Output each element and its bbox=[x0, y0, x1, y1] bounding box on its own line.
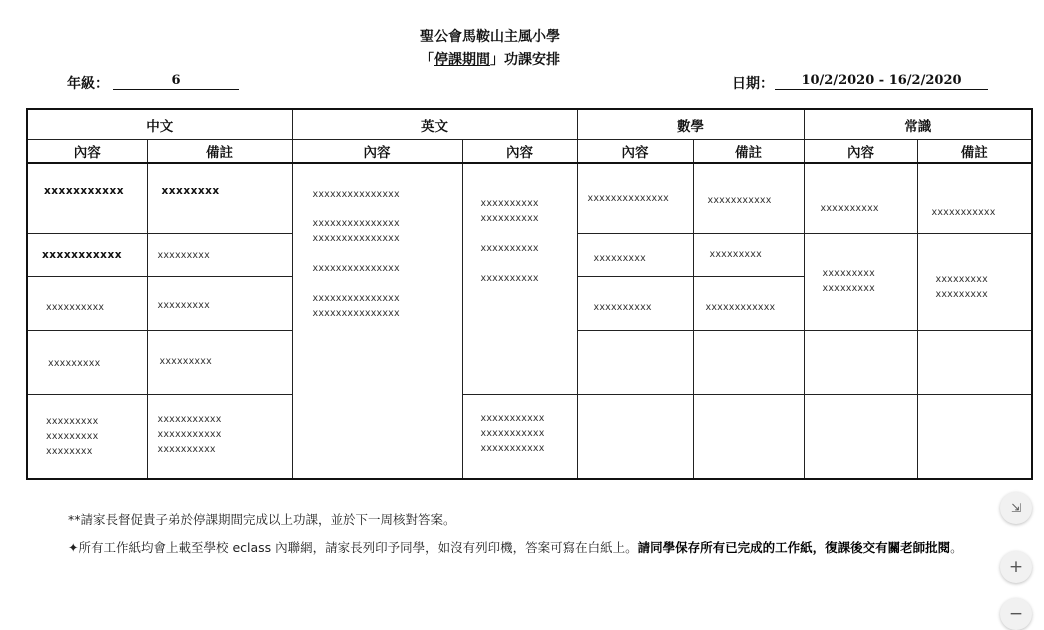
chinese-content-cell bbox=[27, 163, 147, 233]
gs-content-cell bbox=[804, 163, 917, 233]
gs-remarks-header: 備註 bbox=[917, 140, 1032, 164]
math-content-cell bbox=[577, 163, 693, 233]
note-bold-text: 請同學保存所有已完成的工作紙，復課後交有關老師批閱 bbox=[637, 540, 951, 555]
cell-text: xxxxxxxx bbox=[161, 185, 220, 197]
grade-value: 6 bbox=[113, 73, 239, 90]
math-remarks-cell bbox=[693, 163, 804, 233]
cell-text: xxxxxxxxx bbox=[709, 248, 762, 260]
english-content-header-1: 內容 bbox=[292, 140, 462, 164]
note-line-1: **請家長督促貴子弟於停課期間完成以上功課，並於下一周核對答案。 bbox=[68, 512, 456, 527]
cell-text: xxxxxxxxxxx bbox=[931, 207, 996, 218]
cell-text: xxxxxxxxxxx xxxxxxxxxxx xxxxxxxxxxx bbox=[480, 412, 545, 454]
cell-text: xxxxxxxxxx bbox=[480, 273, 539, 284]
subject-chinese-header: 中文 bbox=[27, 109, 292, 140]
english-col2-bottom-cell bbox=[462, 394, 577, 479]
chinese-content-cell bbox=[27, 233, 147, 276]
fit-page-icon: ⇲ bbox=[1010, 501, 1022, 515]
cell-text: xxxxxxxxxxxx bbox=[705, 301, 776, 313]
cell-text: xxxxxxxxxxxxxxx bbox=[312, 189, 400, 200]
gs-content-cell bbox=[804, 233, 917, 330]
math-empty-cell bbox=[577, 394, 693, 479]
gs-empty-cell bbox=[917, 330, 1032, 394]
cell-text: xxxxxxxxxx xxxxxxxxxx bbox=[480, 198, 539, 224]
english-col1-cell bbox=[292, 163, 462, 479]
gs-remarks-cell bbox=[917, 163, 1032, 233]
math-remarks-cell bbox=[693, 233, 804, 276]
cell-text: xxxxxxxxx bbox=[48, 357, 101, 369]
chinese-remarks-cell bbox=[147, 233, 292, 276]
cell-text: xxxxxxxxxxx bbox=[44, 185, 124, 197]
grade-label: 年級： bbox=[67, 76, 109, 92]
note-normal-text: ✦所有工作紙均會上載至學校 eclass 內聯網，請家長列印予同學，如沒有列印機，答案可寫在白紙上。 bbox=[68, 540, 638, 555]
cell-text: xxxxxxxxxxx xxxxxxxxxxx xxxxxxxxxx bbox=[157, 413, 222, 455]
math-content-cell bbox=[577, 276, 693, 330]
gs-empty-cell bbox=[804, 394, 917, 479]
math-empty-cell bbox=[693, 330, 804, 394]
math-empty-cell bbox=[693, 394, 804, 479]
chinese-remarks-header: 備註 bbox=[147, 140, 292, 164]
subject-gs-header: 常識 bbox=[804, 109, 1032, 140]
subject-math-header: 數學 bbox=[577, 109, 804, 140]
chinese-remarks-cell bbox=[147, 276, 292, 330]
cell-text: xxxxxxxxx bbox=[159, 355, 212, 367]
note-line-2: ✦所有工作紙均會上載至學校 eclass 內聯網，請家長列印予同學，如沒有列印機，答案可寫在白紙上。請同學保存所有已完成的工作紙，復課後交有關老師批閱。 bbox=[68, 540, 963, 555]
chinese-content-cell bbox=[27, 276, 147, 330]
cell-text: xxxxxxxxx bbox=[593, 252, 646, 264]
cell-text: xxxxxxxxx xxxxxxxxx bbox=[822, 267, 875, 294]
english-content-header-2: 內容 bbox=[462, 140, 577, 164]
cell-text: xxxxxxxxxx bbox=[46, 301, 105, 313]
gs-remarks-cell bbox=[917, 233, 1032, 330]
cell-text: xxxxxxxxx bbox=[157, 299, 210, 311]
chinese-content-cell bbox=[27, 330, 147, 394]
chinese-remarks-cell bbox=[147, 330, 292, 394]
zoom-out-button[interactable] bbox=[1000, 598, 1032, 630]
fit-page-button[interactable] bbox=[1000, 492, 1032, 524]
cell-text: xxxxxxxxx bbox=[157, 249, 210, 261]
gs-empty-cell bbox=[804, 330, 917, 394]
math-content-header: 內容 bbox=[577, 140, 693, 164]
date-value: 10/2/2020 - 16/2/2020 bbox=[775, 73, 988, 90]
cell-text: xxxxxxxxxxxxxxx xxxxxxxxxxxxxxx bbox=[312, 293, 400, 319]
math-remarks-cell bbox=[693, 276, 804, 330]
cell-text: xxxxxxxxx xxxxxxxxx bbox=[935, 273, 988, 300]
homework-table bbox=[26, 108, 1033, 480]
cell-text: xxxxxxxxx xxxxxxxxx xxxxxxxx bbox=[46, 415, 99, 457]
english-col2-cell bbox=[462, 163, 577, 394]
cell-text: xxxxxxxxxxx bbox=[707, 195, 772, 206]
cell-text: xxxxxxxxxxxxxxx bbox=[312, 263, 400, 274]
title-highlight: 停課期間 bbox=[434, 52, 490, 68]
cell-text: xxxxxxxxxxx bbox=[42, 248, 122, 261]
chinese-content-cell bbox=[27, 394, 147, 479]
date-label: 日期： bbox=[732, 76, 774, 92]
math-content-cell bbox=[577, 233, 693, 276]
document-title: 「停課期間」功課安排 bbox=[420, 52, 560, 68]
chinese-remarks-cell bbox=[147, 394, 292, 479]
chinese-remarks-cell bbox=[147, 163, 292, 233]
plus-icon: + bbox=[1008, 557, 1024, 577]
math-remarks-header: 備註 bbox=[693, 140, 804, 164]
minus-icon: − bbox=[1008, 604, 1024, 624]
cell-text: xxxxxxxxxx bbox=[593, 301, 652, 313]
cell-text: xxxxxxxxxxxxxx bbox=[587, 193, 670, 204]
cell-text: xxxxxxxxxx bbox=[820, 203, 879, 214]
zoom-in-button[interactable] bbox=[1000, 551, 1032, 583]
math-empty-cell bbox=[577, 330, 693, 394]
cell-text: xxxxxxxxxx bbox=[480, 243, 539, 254]
gs-content-header: 內容 bbox=[804, 140, 917, 164]
chinese-content-header: 內容 bbox=[27, 140, 147, 164]
cell-text: xxxxxxxxxxxxxxx xxxxxxxxxxxxxxx bbox=[312, 218, 400, 244]
school-name: 聖公會馬鞍山主風小學 bbox=[420, 29, 560, 45]
gs-empty-cell bbox=[917, 394, 1032, 479]
subject-english-header: 英文 bbox=[292, 109, 577, 140]
